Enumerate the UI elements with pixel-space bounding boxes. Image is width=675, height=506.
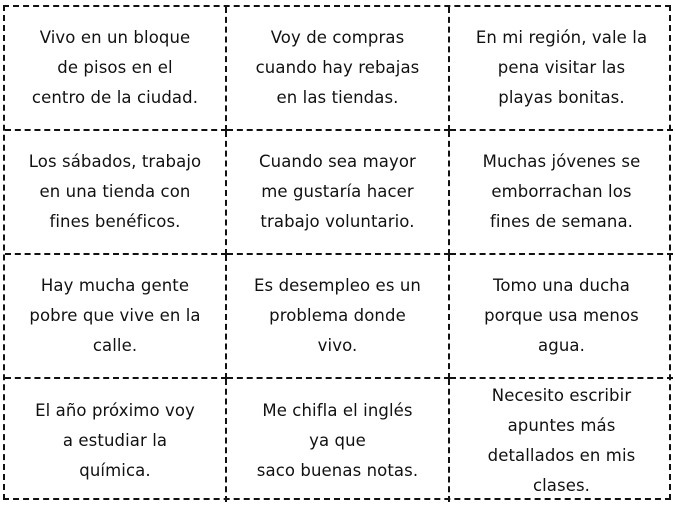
card-text: Los sábados, trabajo en una tienda con fines benéficos. <box>28 152 202 231</box>
card-text: El año próximo voy a estudiar la química. <box>35 400 195 480</box>
sentence-card <box>450 131 673 255</box>
card-text: Es desempleo es un problema donde vivo. <box>254 276 421 355</box>
sentence-card <box>227 255 450 379</box>
sentence-card <box>450 379 673 502</box>
card-text: En mi región, vale la pena visitar las playas bonitas. <box>475 28 648 107</box>
sentence-card <box>227 379 450 502</box>
card-text: Cuando sea mayor me gustaría hacer trabajo voluntario. <box>259 152 416 231</box>
card-text: Vivo en un bloque de pisos en el centro de la ciudad. <box>31 28 199 107</box>
card-text: Tomo una ducha porque usa menos agua. <box>484 276 639 355</box>
sentence-card <box>5 7 227 131</box>
card-text: Me chifla el inglés ya que saco buenas notas. <box>256 400 419 480</box>
card-text: Voy de compras cuando hay rebajas en las tiendas. <box>255 28 420 107</box>
sentence-card <box>227 7 450 131</box>
card-text: Muchas jóvenes se emborrachan los fines de semana. <box>482 152 641 231</box>
sentence-card <box>5 255 227 379</box>
sentence-card <box>450 7 673 131</box>
card-text: Necesito escribir apuntes más detallados en mis clases. <box>487 385 636 495</box>
sentence-card <box>5 379 227 502</box>
sentence-card <box>5 131 227 255</box>
card-sheet <box>3 5 671 500</box>
card-text: Hay mucha gente pobre que vive en la calle. <box>29 276 201 355</box>
sentence-card <box>227 131 450 255</box>
sentence-card <box>450 255 673 379</box>
